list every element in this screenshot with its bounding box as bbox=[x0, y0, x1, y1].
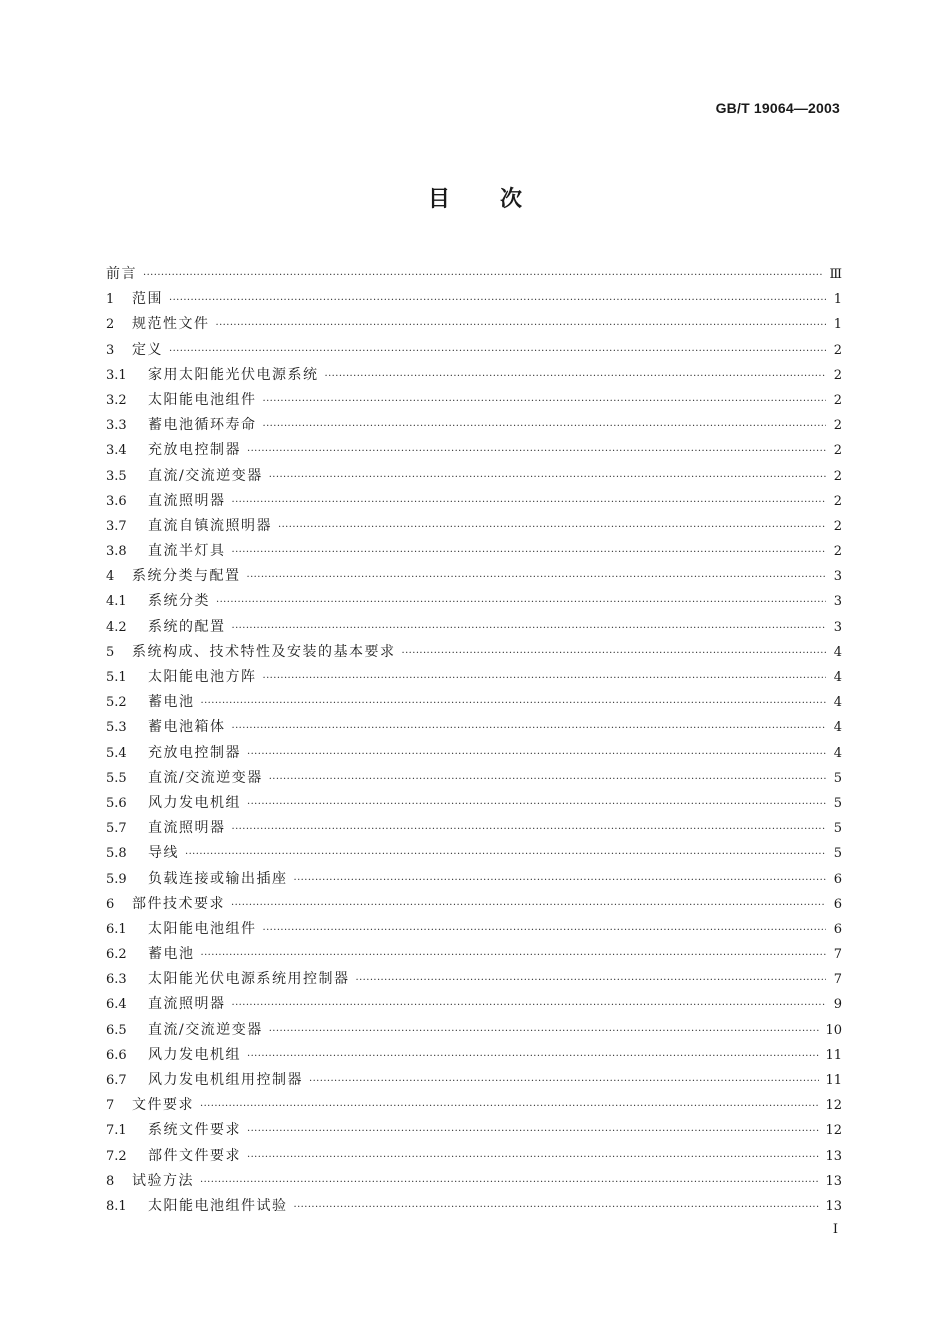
toc-entry-number: 2 bbox=[106, 317, 115, 333]
toc-leader-dots bbox=[294, 868, 827, 893]
toc-leader-dots bbox=[247, 1145, 819, 1170]
toc-entry-page: 4 bbox=[833, 745, 842, 761]
toc-entry-page: 6 bbox=[833, 921, 842, 937]
toc-entry-title: 充放电控制器 bbox=[148, 442, 241, 459]
toc-entry-page: 7 bbox=[833, 947, 842, 963]
toc-entry[interactable] bbox=[106, 1018, 842, 1043]
toc-leader-dots bbox=[232, 540, 827, 565]
toc-entry[interactable] bbox=[106, 464, 842, 489]
toc-leader-dots bbox=[402, 641, 827, 666]
toc-entry[interactable] bbox=[106, 867, 842, 892]
toc-entry-number: 5.1 bbox=[106, 670, 127, 685]
toc-entry-number: 5.2 bbox=[106, 695, 127, 711]
toc-entry[interactable] bbox=[106, 438, 842, 463]
toc-entry-number: 6.4 bbox=[106, 997, 127, 1013]
toc-entry-title: 蓄电池 bbox=[148, 694, 195, 711]
toc-entry-title: 试验方法 bbox=[132, 1172, 194, 1189]
toc-leader-dots bbox=[201, 691, 827, 716]
toc-leader-dots bbox=[263, 666, 827, 691]
toc-entry-title: 直流照明器 bbox=[148, 996, 226, 1013]
toc-entry-title: 部件技术要求 bbox=[132, 895, 225, 912]
toc-leader-dots bbox=[247, 792, 826, 817]
toc-leader-dots bbox=[269, 465, 826, 490]
toc-entry[interactable] bbox=[106, 917, 842, 942]
toc-entry-title: 范围 bbox=[132, 291, 163, 308]
toc-leader-dots bbox=[232, 716, 827, 741]
toc-entry-page: 2 bbox=[833, 367, 842, 383]
toc-entry-title: 系统分类 bbox=[148, 593, 210, 610]
toc-entry-number: 3 bbox=[106, 342, 115, 358]
toc-leader-dots bbox=[263, 414, 827, 439]
toc-entry-page: 2 bbox=[833, 493, 842, 509]
toc-entry-number: 8 bbox=[106, 1173, 115, 1189]
toc-entry-title: 直流照明器 bbox=[148, 820, 226, 837]
toc-entry-number: 4 bbox=[106, 569, 115, 585]
toc-entry[interactable] bbox=[106, 489, 842, 514]
toc-entry[interactable] bbox=[106, 690, 842, 715]
toc-entry-title: 文件要求 bbox=[132, 1097, 194, 1114]
toc-entry-page: 7 bbox=[833, 972, 842, 988]
toc-entry-page: 3 bbox=[833, 569, 842, 585]
toc-leader-dots bbox=[356, 968, 827, 993]
toc-leader-dots bbox=[143, 263, 823, 288]
toc-entry[interactable] bbox=[106, 942, 842, 967]
toc-entry-page: 9 bbox=[833, 997, 842, 1013]
toc-entry-title: 风力发电机组 bbox=[148, 794, 241, 811]
toc-leader-dots bbox=[232, 616, 827, 641]
toc-leader-dots bbox=[263, 918, 827, 943]
toc-entry-number: 3.7 bbox=[106, 518, 127, 534]
toc-entry-number: 6 bbox=[106, 896, 115, 912]
toc-entry-title: 太阳能电池方阵 bbox=[148, 669, 257, 685]
toc-entry-number: 6.5 bbox=[106, 1022, 127, 1038]
toc-entry-number: 6.6 bbox=[106, 1047, 127, 1063]
toc-entry-page: 1 bbox=[833, 317, 842, 333]
toc-leader-dots bbox=[247, 1119, 819, 1144]
toc-leader-dots bbox=[185, 842, 826, 867]
toc-entry-number: 6.2 bbox=[106, 947, 127, 963]
toc-entry-page: 13 bbox=[825, 1198, 842, 1214]
toc-leader-dots bbox=[247, 1044, 819, 1069]
toc-entry[interactable] bbox=[106, 1118, 842, 1143]
toc-entry-page: 13 bbox=[825, 1148, 842, 1164]
toc-leader-dots bbox=[232, 993, 827, 1018]
toc-entry-page: 3 bbox=[833, 594, 842, 610]
toc-entry-title: 系统的配置 bbox=[148, 618, 226, 635]
toc-entry-title: 风力发电机组用控制器 bbox=[148, 1072, 303, 1088]
toc-entry[interactable] bbox=[106, 741, 842, 766]
toc-entry-number: 3.3 bbox=[106, 418, 127, 434]
toc-entry[interactable] bbox=[106, 841, 842, 866]
toc-entry-page: 2 bbox=[833, 342, 842, 358]
toc-entry-number: 3.6 bbox=[106, 493, 127, 509]
toc-entry-page: 4 bbox=[833, 644, 842, 660]
toc-entry-page: 4 bbox=[833, 670, 842, 685]
toc-entry[interactable] bbox=[106, 1093, 842, 1118]
toc-entry-title: 定义 bbox=[132, 341, 163, 358]
toc-entry-title: 部件文件要求 bbox=[148, 1147, 241, 1164]
toc-entry[interactable] bbox=[106, 715, 842, 740]
toc-entry-number: 3.8 bbox=[106, 544, 127, 560]
toc-entry-title: 蓄电池箱体 bbox=[148, 719, 226, 736]
toc-leader-dots bbox=[216, 590, 826, 615]
toc-entry[interactable] bbox=[106, 539, 842, 564]
toc-entry[interactable] bbox=[106, 564, 842, 589]
toc-entry-page: 12 bbox=[825, 1098, 842, 1114]
toc-leader-dots bbox=[247, 565, 827, 590]
toc-entry-page: 2 bbox=[833, 392, 842, 408]
toc-entry-number: 4.2 bbox=[106, 619, 127, 635]
toc-entry[interactable] bbox=[106, 791, 842, 816]
toc-entry[interactable] bbox=[106, 665, 842, 690]
toc-entry-number: 3.2 bbox=[106, 392, 127, 408]
toc-entry-number: 5 bbox=[106, 644, 115, 660]
toc-entry-title: 规范性文件 bbox=[132, 316, 210, 333]
toc-leader-dots bbox=[200, 1094, 819, 1119]
toc-entry-title: 蓄电池 bbox=[148, 946, 195, 963]
toc-entry[interactable] bbox=[106, 514, 842, 539]
toc-entry-page: Ⅲ bbox=[829, 267, 842, 282]
toc-entry-number: 5.4 bbox=[106, 745, 127, 761]
toc-entry[interactable] bbox=[106, 1144, 842, 1169]
toc-leader-dots bbox=[200, 1170, 819, 1195]
toc-entry-page: 5 bbox=[833, 821, 842, 837]
toc-entry-page: 2 bbox=[833, 544, 842, 560]
toc-entry-page: 5 bbox=[833, 846, 842, 862]
toc-leader-dots bbox=[247, 742, 826, 767]
toc-entry-title: 蓄电池循环寿命 bbox=[148, 417, 257, 434]
toc-entry[interactable] bbox=[106, 892, 842, 917]
toc-leader-dots bbox=[231, 893, 826, 918]
toc-entry-title: 直流/交流逆变器 bbox=[148, 467, 263, 484]
toc-entry[interactable] bbox=[106, 816, 842, 841]
toc-leader-dots bbox=[263, 389, 827, 414]
toc-entry-title: 前言 bbox=[106, 266, 137, 282]
table-of-contents bbox=[106, 262, 842, 1219]
toc-leader-dots bbox=[269, 1019, 820, 1044]
toc-entry[interactable] bbox=[106, 589, 842, 614]
toc-entry-title: 家用太阳能光伏电源系统 bbox=[148, 366, 319, 383]
toc-entry-title: 直流自镇流照明器 bbox=[148, 517, 272, 534]
toc-entry-number: 1 bbox=[106, 292, 115, 308]
toc-entry-number: 4.1 bbox=[106, 594, 127, 610]
toc-entry[interactable] bbox=[106, 1043, 842, 1068]
toc-entry-page: 6 bbox=[833, 871, 842, 887]
toc-entry[interactable] bbox=[106, 338, 842, 363]
toc-entry-title: 系统文件要求 bbox=[148, 1122, 241, 1139]
toc-entry-number: 7 bbox=[106, 1098, 115, 1114]
toc-entry-number: 7.2 bbox=[106, 1148, 127, 1164]
toc-entry-title: 系统分类与配置 bbox=[132, 568, 241, 585]
toc-entry-title: 系统构成、技术特性及安装的基本要求 bbox=[132, 643, 396, 660]
toc-entry-page: 4 bbox=[833, 695, 842, 711]
toc-leader-dots bbox=[232, 817, 827, 842]
toc-leader-dots bbox=[232, 490, 827, 515]
toc-entry-number: 5.8 bbox=[106, 846, 127, 862]
toc-entry-page: 11 bbox=[825, 1073, 842, 1088]
toc-entry-title: 直流/交流逆变器 bbox=[148, 1021, 263, 1038]
toc-entry-number: 3.5 bbox=[106, 468, 127, 484]
toc-leader-dots bbox=[247, 439, 826, 464]
toc-entry-number: 7.1 bbox=[106, 1123, 127, 1139]
toc-entry-page: 5 bbox=[833, 795, 842, 811]
toc-entry-page: 2 bbox=[833, 418, 842, 434]
toc-entry[interactable] bbox=[106, 1169, 842, 1194]
toc-leader-dots bbox=[309, 1069, 819, 1094]
toc-entry-page: 1 bbox=[833, 292, 842, 308]
toc-entry-number: 6.1 bbox=[106, 921, 127, 937]
toc-entry-page: 13 bbox=[825, 1173, 842, 1189]
toc-entry[interactable] bbox=[106, 312, 842, 337]
toc-entry-page: 2 bbox=[833, 443, 842, 459]
page-folio: I bbox=[832, 1222, 838, 1237]
standard-number: GB/T 19064—2003 bbox=[715, 100, 840, 116]
toc-entry-title: 充放电控制器 bbox=[148, 744, 241, 761]
toc-entry-number: 8.1 bbox=[106, 1198, 127, 1214]
toc-entry-title: 负载连接或输出插座 bbox=[148, 870, 288, 887]
toc-entry-page: 5 bbox=[833, 770, 842, 786]
toc-leader-dots bbox=[169, 288, 826, 313]
toc-entry-page: 2 bbox=[833, 468, 842, 484]
toc-leader-dots bbox=[201, 943, 827, 968]
toc-entry-title: 风力发电机组 bbox=[148, 1046, 241, 1063]
toc-entry-number: 5.6 bbox=[106, 795, 127, 811]
toc-entry[interactable] bbox=[106, 262, 842, 287]
toc-entry-page: 12 bbox=[825, 1123, 842, 1139]
toc-entry-number: 5.5 bbox=[106, 770, 127, 786]
toc-entry-title: 太阳能电池组件 bbox=[148, 920, 257, 937]
toc-leader-dots bbox=[325, 364, 827, 389]
toc-entry-page: 10 bbox=[825, 1022, 842, 1038]
toc-entry-page: 3 bbox=[833, 619, 842, 635]
toc-entry-number: 5.9 bbox=[106, 871, 127, 887]
toc-entry-title: 导线 bbox=[148, 845, 179, 862]
toc-entry[interactable] bbox=[106, 1068, 842, 1093]
toc-entry-page: 11 bbox=[825, 1047, 842, 1063]
toc-entry[interactable] bbox=[106, 413, 842, 438]
toc-entry[interactable] bbox=[106, 992, 842, 1017]
toc-entry-title: 太阳能电池组件 bbox=[148, 391, 257, 408]
toc-entry-title: 太阳能电池组件试验 bbox=[148, 1197, 288, 1214]
page-title: 目次 bbox=[427, 187, 572, 212]
toc-entry[interactable] bbox=[106, 766, 842, 791]
toc-entry[interactable] bbox=[106, 1194, 842, 1219]
toc-entry-number: 3.4 bbox=[106, 443, 127, 459]
toc-entry-number: 5.3 bbox=[106, 720, 127, 736]
toc-entry-title: 直流照明器 bbox=[148, 492, 226, 509]
toc-leader-dots bbox=[216, 313, 827, 338]
toc-entry[interactable] bbox=[106, 640, 842, 665]
toc-entry[interactable] bbox=[106, 967, 842, 992]
toc-entry-page: 4 bbox=[833, 720, 842, 736]
toc-leader-dots bbox=[278, 515, 826, 540]
toc-entry-number: 6.7 bbox=[106, 1073, 127, 1088]
toc-entry-number: 3.1 bbox=[106, 367, 127, 383]
toc-entry-number: 5.7 bbox=[106, 821, 127, 837]
toc-entry-page: 2 bbox=[833, 518, 842, 534]
toc-entry-page: 6 bbox=[833, 896, 842, 912]
toc-leader-dots bbox=[269, 767, 826, 792]
toc-entry[interactable] bbox=[106, 388, 842, 413]
toc-leader-dots bbox=[294, 1195, 820, 1220]
toc-entry[interactable] bbox=[106, 363, 842, 388]
toc-entry[interactable] bbox=[106, 287, 842, 312]
toc-entry-title: 直流/交流逆变器 bbox=[148, 769, 263, 786]
toc-entry[interactable] bbox=[106, 615, 842, 640]
toc-entry-number: 6.3 bbox=[106, 972, 127, 988]
toc-entry-title: 直流半灯具 bbox=[148, 543, 226, 560]
toc-entry-title: 太阳能光伏电源系统用控制器 bbox=[148, 971, 350, 988]
toc-leader-dots bbox=[169, 339, 826, 364]
